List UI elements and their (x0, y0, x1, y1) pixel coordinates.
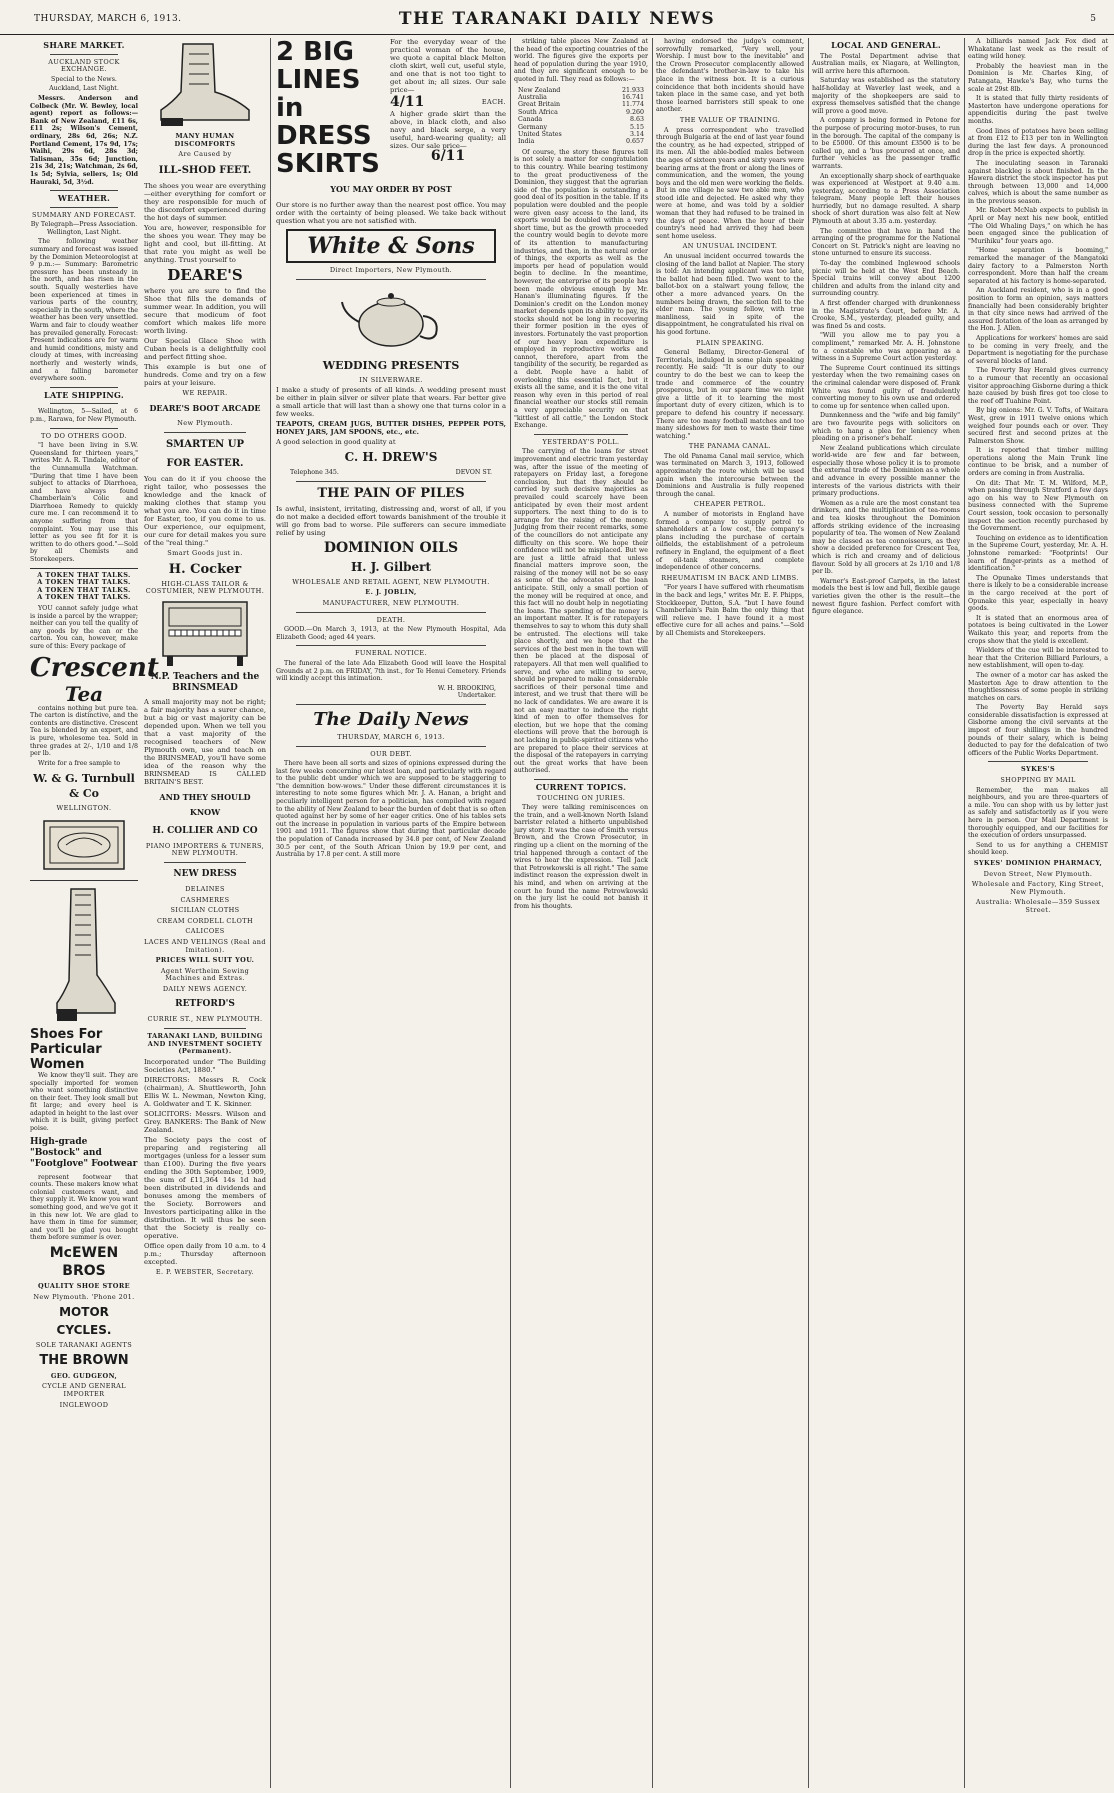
local-item: "Will you allow me to pay you a compliment," remarked Mr. A. H. Johnstone to a constable who was appearing as a witness in a Supreme Court action yesterday. (812, 332, 960, 363)
weather-report: The following weather summary and forecast was issued by the Dominion Meteorologist at 9 p.m.:— Summary: Barometric pressure has been unsteady in the north, and has risen in the south. Squally westerlies have been experienced at times in various parts of the country, especially in the south, where the weather has been very unsettled. Warm and fair to cloudy weather has prevailed generally. Forecast: Present indications are for warm and humid conditions, misty and cloudy at times, with increasing northerly and westerly winds, and a falling barometer everywhere soon. (30, 238, 138, 383)
dominion-oils: DOMINION OILS (323, 539, 459, 556)
divider (296, 645, 486, 646)
weather-heading: WEATHER. (57, 193, 111, 204)
local-item: Saturday was established as the statutory half-holiday at Waverley last week, and a majority of the shopkeepers are said to express themselves satisfied that the change will prove a good move. (812, 77, 960, 115)
for-easter-heading: FOR EASTER. (166, 457, 244, 469)
local-item: A first offender charged with drunkenness in the Magistrate's Court, before Mr. A. Crooke, S.M., yesterday, pleaded guilty, and was fined 5s and costs. (812, 300, 960, 330)
training-text: A press correspondent who travelled through Bulgaria at the end of last year found the country, as he had expected, stripped of its men. All the able-bodied males between the ages of sixteen years and sixty years were bearing arms at the front or along the lines of communication, and the women, the young boys and the old men were working the fields. But in one village he saw two able men, who stood idle and dejected. He asked why they were at home, and was told by a soldier woman that they had refused to be trained in the days of peace. When the hour of their country's need had arrived they had been sent home useless. (656, 126, 804, 240)
sykes-australia: Australia: Wholesale—359 Sussex Street. (975, 898, 1101, 914)
gudgeon-name: GEO. GUDGEON, (50, 1371, 118, 1380)
incorporated: Incorporated under "The Building Societies Act, 1880." (144, 1057, 266, 1074)
brinsmead-text: A small majority may not be right; a fair majority has a surer chance, but a big or vast majority can be depended upon. When we tell you that a vast majority of the recognised teachers of New Plymouth own, use and teach on the BRINSMEAD, you'll have some idea of the reason why the BRINSMEAD IS CALLED BRITAIN'S BEST. (144, 697, 266, 786)
cocker-subtitle: HIGH-CLASS TAILOR & COSTUMIER, NEW PLYMOUTH. (145, 579, 265, 596)
local-item: Dunnkenness and the "wife and big family" are two favourite pegs with solicitors on which to hang a plea for leniency when pleading on a prisoner's behalf. (812, 412, 960, 443)
smart-goods: Smart Goods just in. (167, 548, 243, 557)
dress-item: DELAINES (185, 884, 225, 893)
value-cell: 0.657 (625, 138, 644, 146)
poll-heading: YESTERDAY'S POLL. (542, 437, 620, 446)
joblin-subtitle: MANUFACTURER, NEW PLYMOUTH. (322, 598, 460, 607)
local-item: "Home separation is booming," remarked the manager of the Mangatoki dairy factory to a Palmerston North correspondent. More than half the cream separated at his factory is home-separated. (968, 247, 1108, 285)
value-cell: 5.15 (629, 123, 644, 131)
local-item: The inoculating season in Taranaki against blackleg is about finished. In the Hawera district the stock inspector has put through between 13,000 and 14,000 calves, which is about the same number as in the previous season. (968, 159, 1108, 205)
deare-text-4: Our Special Glace Shoe with Cuban heels is a delightfully cool and perfect fitting shoe. (144, 336, 266, 361)
masthead (0, 0, 1114, 35)
death-notice: GOOD.—On March 3, 1913, at the New Plymouth Hospital, Ada Elizabeth Good; aged 44 years. (276, 626, 506, 641)
direct-importers: Direct Importers, New Plymouth. (329, 266, 453, 274)
value-cell: 8.63 (629, 116, 644, 124)
rheumatism-heading: RHEUMATISM IN BACK AND LIMBS. (661, 573, 799, 582)
juries-heading: TOUCHING ON JURIES. (536, 793, 626, 802)
juries-continued: having endorsed the judge's comment, sorrowfully remarked, "Very well, your Worship. I must bow to the inevitable" and the Crown Prosecutor complacently allowed the defendant's brother-in-law to take his place in the witness box. It is a curious coincidence that both incidents should have taken place in the same case, and yet both those learned barristers still speak to one another. (656, 38, 804, 114)
divider (50, 54, 118, 55)
collier-subtitle: PIANO IMPORTERS & TUNERS, NEW PLYMOUTH. (145, 841, 265, 858)
column-rule (510, 38, 511, 1788)
drews-name: C. H. DREW'S (344, 450, 438, 465)
office-hours: Office open daily from 10 a.m. to 4 p.m.; Thursday afternoon excepted. (144, 1241, 266, 1266)
token-line: A TOKEN THAT TALKS. (37, 585, 131, 594)
column-1 (30, 38, 159, 1788)
divider (296, 612, 486, 613)
collier-name: H. COLLIER AND CO (152, 825, 258, 836)
dress-item: SICILIAN CLOTHS (170, 906, 240, 915)
high-grade-text: represent footwear that counts. These makers know what colonial customers want, and they supply it. We know you want something good, and we've got it in this new lot. We are glad to have them in time for summer, and you'll be glad you bought them before summer is over. (30, 1173, 138, 1242)
divider (296, 481, 486, 482)
our-debt-heading: OUR DEBT. (370, 749, 412, 758)
good-selection: A good selection in good quality at (276, 438, 396, 447)
the-brown: THE BROWN (39, 1352, 129, 1368)
quality-shoe-store: QUALITY SHOE STORE (38, 1282, 130, 1290)
dateline: Auckland, Last Night. (49, 85, 119, 93)
token-ad (30, 568, 159, 881)
local-item: An Auckland resident, who is in a good position to form an opinion, says matters financially had been considerably brighter in that city since news had arrived of the assured flotation of the loan as arranged by the Hon. J. Allen. (968, 287, 1108, 333)
plain-speaking-text: General Bellamy, Director-General of Territorials, indulged in some plain speaking recently. He said: "It is our duty to our country to do the best we can to keep the trade and commerce of the country prosperous, but in our spare time we might give a little of it to learning the most important duty of every citizen, which is to prepare to defend his country if necessary. There are too many football matches and too many sideshows for men to waste their time watching." (656, 349, 804, 440)
local-item: It is stated that fully thirty residents of Masterton have undergone operations for appendicitis during the past twelve months. (968, 95, 1108, 125)
unusual-incident-heading: AN UNUSUAL INCIDENT. (682, 242, 778, 251)
table-row (514, 87, 648, 94)
in-silverware: IN SILVERWARE. (359, 375, 423, 384)
newspaper-title: THE TARANAKI DAILY NEWS (398, 9, 716, 29)
whites-logo: White & Sons (286, 229, 496, 263)
daily-news-logo: The Daily News (313, 708, 469, 730)
sykes-subheading: SHOPPING BY MAIL (1000, 776, 1076, 785)
plain-speaking-heading: PLAIN SPEAKING. (695, 338, 765, 347)
dress-item: CREAM CORDELL CLOTH (156, 916, 254, 925)
to-do-others-good-text: "I have been living in S.W. Queensland for thirteen years," writes Mr. A. R. Tindale, editor of the Cunnamulla Watchman. "During that time I have been subject to attacks of Diarrhoea, and have always found Chamberlain's Colic and Diarrhoea Remedy to quickly cure me. I can recommend it to anyone suffering from that complaint. You may use this letter as you see fit for it is written to do others good."—Sold by all Chemists and Storekeepers. (30, 442, 138, 564)
divider (296, 704, 486, 705)
new-dress-heading: NEW DRESS (173, 868, 237, 879)
column-3 (514, 38, 648, 1788)
teapot-illustration (336, 284, 446, 354)
free-sample: Write for a free sample to (38, 759, 121, 767)
daily-news-agency: DAILY NEWS AGENCY. (162, 984, 248, 993)
society-text: The Society pays the cost of preparing and registering all mortgages (unless for a lesser sum than £100). During the five years ending the 30th September, 1909, the sum of £11,364 14s 1d had been distributed in dividends and bonuses among the members of the Society. Borrowers and Investors participating alike in the distribution. It will thus be seen that the Society is really co-operative. (144, 1135, 266, 1240)
tea-packet-illustration (36, 815, 132, 875)
gilbert-name: H. J. Gilbert (350, 559, 432, 574)
daily-news-date: THURSDAY, MARCH 6, 1913. (337, 732, 445, 741)
token-line: A TOKEN THAT TALKS. (37, 578, 131, 587)
value-cell: 3.14 (629, 131, 644, 138)
unusual-incident-text: An unusual incident occurred towards the closing of the land ballot at Napier. The story is told: An intending applicant was too late, the ballot had been filled. Two went to the ballot-box on a stalwart young fellow, the other a more advanced years. On the numbers being drawn, the section fell to the elder man. The young fellow, with true manliness, said in spite of the disappointment, he congratulated his rival on his good fortune. (656, 253, 804, 336)
local-item: Warner's East-proof Carpets, in the latest models the best is low and full, flexible gauge varieties given the other is the result—the newest figure fashion. Perfect comfort with figure elegance. (812, 577, 960, 616)
column-4 (656, 38, 804, 1788)
mcewen-name: McEWEN BROS (49, 1245, 119, 1279)
current-topics-heading: CURRENT TOPICS. (535, 781, 627, 792)
crescent-tea-logo: Tea (64, 681, 104, 706)
gilbert-subtitle: WHOLESALE AND RETAIL AGENT, NEW PLYMOUTH. (292, 577, 490, 586)
editorial-continued: Of course, the story these figures tell is not solely a matter for congratulation to this country. While bearing testimony to the great productiveness of the Dominion, they suggest that the agrarian side of the population is outstanding a good deal of its position in the table. If its population were doubled and the people were given easy access to the land, its exports would be doubled within a very short time, but as the growth proceeded the country would begin to devote more of its attention to manufacturing industries, and then, in the natural order of things, the exports as well as the imports per head of population would begin to decline. In the meantime, however, the enterprise of its people has been made obvious enough by Mr. Hanan's illuminating figures. If the Dominion's credit on the London money market depends upon its ability to pay, its stocks should not be long in recovering their former position in the eyes of investors. Fortunately the vast proportion of our heavy loan expenditure is employed in reproductive works and cannot, therefore, apart from the tangibility of the security, be regarded as a debt. People have a habit of overlooking this essential fact, but it exists all the same, and it is the one vital reason why even in this period of real financial weather our stocks still remain a very appreciable security on that "kittlest of all cattle," the London Stock Exchange. (514, 148, 648, 430)
building-society-heading: TARANAKI LAND, BUILDING AND INVESTMENT SOCIETY (Permanent). (147, 1032, 263, 1056)
local-item: Wielders of the cue will be interested to hear that the Criterion Billiard Parlours, a new establishment, will open to-day. (968, 647, 1108, 670)
local-item: Women as a rule are the most constant tea drinkers, and the multiplication of tea-rooms and tea kiosks throughout the Dominion affords striking evidence of the increasing popularity of tea. The women of New Zealand may be classed as tea connoisseurs, as they show a decided preference for Crescent Tea, which is rich and creamy and of delicious flavour. Sold by all grocers at 2s 1/10 and 1/8 per lb. (812, 499, 960, 576)
page-number: 5 (1090, 14, 1096, 24)
mens-boot-illustration (155, 40, 255, 130)
local-item: The Poverty Bay Herald says considerable dissatisfaction is expressed at Gisborne among the civil servants at the impost of four shillings in the hundred pounds of their salary, which is being deducted to pay for the defalcation of two officers of the Public Works Department. (968, 704, 1108, 757)
country-cell: Germany (518, 123, 548, 131)
divider (534, 779, 628, 780)
weather-subheading: SUMMARY AND FORECAST. (31, 210, 137, 219)
joblin-name: E. J. JOBLIN, (365, 588, 417, 597)
solicitors: SOLICITORS: Messrs. Wilson and Grey. BANKERS: The Bank of New Zealand. (144, 1109, 266, 1134)
local-item: The committee that have in hand the arranging of the programme for the National Concert on St. Patrick's night are leaving no stone unturned to ensure its success. (812, 227, 960, 258)
high-grade-heading: High-grade "Bostock" and "Footglove" Footwear (30, 1136, 138, 1169)
country-cell: India (518, 138, 535, 146)
to-do-others-good-heading: TO DO OTHERS GOOD. (41, 431, 127, 440)
skirt-text-2: A higher grade skirt than the above, in black cloth, and also navy and black serge, a very useful, hard-wearing quality; all sizes. Our sale price— (390, 109, 506, 150)
mcewen-phone: New Plymouth. 'Phone 201. (33, 1292, 135, 1301)
divider (534, 434, 628, 435)
table-row (514, 138, 648, 145)
country-cell: South Africa (518, 108, 558, 116)
drew-street: DEVON ST. (455, 469, 492, 477)
exports-intro: striking table places New Zealand at the head of the exporting countries of the world. The figures give the exports per head of population during the year 1910, and they are significant enough to be quoted in full. They read as follows:— (514, 38, 648, 83)
smarten-up-heading: SMARTEN UP (165, 438, 245, 450)
special-note: Special to the News. (51, 75, 117, 83)
late-shipping-heading: LATE SHIPPING. (44, 389, 124, 400)
juries-text: They were talking reminiscences on the train, and a well-known North Island barrister related a hitherto unpublished jury story. It was the case of Smith versus Brown, and the Crown Prosecutor, in ringing up a client on the morning of the trial happened through a contact of the wires to hear the expression. "Tell Jack that Petrowkowski is all right." The same indistinct reason the expression dwelt in his mind, and when on arriving at the court he found the name Petrowkowski on the jury list he could not banish it from his thoughts. (514, 804, 648, 910)
deare-text-2: You are, however, responsible for the shoes you wear. They may be light and cool, but ill-fitting. At that rate you might as well be anything. Trust yourself to (144, 223, 266, 264)
column-rule (652, 38, 653, 1788)
weather-dateline: By Telegraph—Press Association. Wellington, Last Night. (30, 221, 138, 236)
motor-cycles-heading: MOTOR CYCLES. (56, 1305, 112, 1338)
token-line: A TOKEN THAT TALKS. (37, 593, 131, 602)
piles-text: Is awful, insistent, irritating, distressing and, worst of all, if you do not make a decided effort towards banishment of the trouble it will go from bad to worse. Pile sufferers can secure immediate relief by using (276, 504, 506, 537)
caused-by: Are Caused by (178, 150, 232, 159)
local-item: An exceptionally sharp shock of earthquake was experienced at Westport at 9.40 a.m. yesterday, according to a Press Association telegram. Many people left their houses hurriedly, but no damage resulted. A sharp shock of short duration was also felt at New Plymouth at about 3.35 a.m. yesterday. (812, 172, 960, 226)
local-item: It is stated that an enormous area of potatoes is being cultivated in the Lower Waikato this year, and reports from the crops show that the yield is excellent. (968, 614, 1108, 645)
divider (50, 190, 118, 191)
divider (296, 279, 486, 280)
value-cell: 11.774 (621, 101, 644, 109)
divider (296, 746, 486, 747)
discomforts-heading: MANY HUMAN DISCOMFORTS (174, 132, 236, 148)
value-cell: 21.933 (621, 86, 644, 94)
retfords-name: RETFORD'S (175, 999, 235, 1010)
sykes-text: Remember, the man makes all neighbours, and you are three-quarters of a mile. You can shop with us by letter just as safely and satisfactorily as if you were here in person. Our Mail Department is thoroughly equipped, and our facilities for the execution of orders unsurpassed. (968, 786, 1108, 840)
deare-location: New Plymouth. (177, 419, 233, 428)
teachers-brinsmead: N.P. Teachers and the BRINSMEAD (150, 671, 260, 693)
petrol-heading: CHEAPER PETROL. (693, 500, 767, 509)
token-text: YOU cannot safely judge what is inside a parcel by the wrapper; neither can you tell the quality of any goods by the can or the carton. You can, however, make sure of this: Every package of (30, 605, 138, 650)
undertaker-label: Undertaker. (457, 692, 496, 700)
column-rule (808, 38, 809, 1788)
ill-shod-feet: ILL-SHOD FEET. (158, 164, 252, 176)
rheumatism-text: "For years I have suffered with rheumatism in the back and legs," writes Mr. E. F. Phipps, Stockkeeper, Dutton, S.A. "but I have found Chamberlain's Pain Balm the only thing that will relieve me. I have found it a most effective cure for all aches and pains."—Sold by all Chemists and Storekeepers. (656, 584, 804, 637)
sykes-wholesale: Wholesale and Factory, King Street, New Plymouth. (971, 880, 1105, 896)
two-big: 2 BIG (276, 37, 354, 67)
retford-address: CURRIE ST., NEW PLYMOUTH. (147, 1015, 263, 1024)
dress-item: CASHMERES (180, 895, 230, 904)
skirts-word: SKIRTS (276, 149, 380, 179)
sole-agents: SOLE TARANAKI AGENTS (35, 1341, 133, 1350)
local-item: A billiards named Jack Fox died at Whakatane last week as the result of eating wild honey. (968, 38, 1108, 61)
divider (164, 862, 246, 863)
deares-name: DEARE'S (167, 265, 243, 284)
divider (164, 432, 246, 433)
each-label: EACH. (481, 98, 506, 106)
skirt-text-1: For the everyday wear of the practical woman of the house, we quote a capital black Melton cloth skirt, well cut, useful style, and one that is not too tight to get about in; all sizes. Our sale price— (390, 38, 506, 94)
table-row (514, 101, 648, 108)
local-item: Mr. Robert McNab expects to publish in April or May next his new book, entitled "The Old Whaling Days," on which he has been engaged since the publication of "Murihiku" four years ago. (968, 207, 1108, 245)
divider (50, 207, 118, 208)
shoes-ad-text: We know they'll suit. They are specially imported for women who want something distinctive on their feet. They look small but fit large; and every heel is adapted in height to the last over which it is built, giving perfect poise. (30, 1071, 138, 1133)
local-item: The Supreme Court continued its sittings yesterday when the two remaining cases on the criminal calendar were disposed of. Frank White was found guilty of fraudulently converting money to his own use and ordered to come up for sentence when called upon. (812, 364, 960, 410)
cocker-name: H. Cocker (168, 561, 242, 577)
local-item: Applications for workers' homes are said to be coming in very freely, and the Department is negotiating for the purchase of several blocks of land. (968, 334, 1108, 365)
country-cell: Australia (518, 93, 547, 101)
panama-text: The old Panama Canal mail service, which was terminated on March 3, 1913, followed approximately the route which will be used again when the intercourse between the Dominions and Australia is fully reopened through the canal. (656, 452, 804, 498)
column-rule (964, 38, 965, 1788)
share-report: Messrs. Anderson and Colbeck (Mr. W. Bewley, local agent) report as follows:—Bank of New Zealand, £11 6s, £11 2s; Wilson's Cement, ordinary, 28s 6d, 26s; N.Z. Portland Cement, 17s 9d, 17s; Waihi, 29s 6d, 28s 3d; Talisman, 35s 6d; Junction, 21s 3d, 21s; Watchman, 2s 6d, 1s 5d; Sylvia, sellers, 1s; Old Hauraki, 5d, 3½d. (30, 94, 138, 186)
petrol-text: A number of motorists in England have formed a company to supply petrol to shareholders at a low cost, the company's plans including the purchase of certain oilfields, the establishment of a petroleum refinery in England, the equipment of a fleet of oil-tank steamers, and complete independence of other concerns. (656, 511, 804, 572)
local-item: To-day the combined Inglewood schools picnic will be held at the West End Beach. Special trains will convey about 1200 children and adults from the inland city and surrounding country. (812, 260, 960, 298)
wertheim-agent: Agent Wertheim Sewing Machines and Extras. (160, 966, 250, 983)
undertaker-name: W. H. BROOKING, (437, 684, 496, 692)
dress-item: LACES AND VEILINGS (Real and Imitation). (144, 937, 266, 954)
country-cell: United States (518, 131, 562, 138)
country-cell: New Zealand (518, 86, 561, 94)
issue-date: THURSDAY, MARCH 6, 1913. (34, 14, 182, 24)
local-item: It is reported that timber milling operations along the Main Trunk line continue to be brisk, and a number of orders are coming in from Australia. (968, 447, 1108, 478)
local-item: The Postal Department advise that Australian mails, ex Niagara, at Wellington, will arrive here this afternoon. (812, 52, 960, 75)
local-item: New Zealand publications which circulate world-wide are few and far between, especially those whose policy it is to promote the external trade of the Dominion as a whole and advance in every possible manner the interests of the various districts with their primary productions. (812, 444, 960, 498)
wedding-text: I make a study of presents of all kinds. A wedding present must be either in plain silver or silver plate that wears. Far better give a small article that will last than a showy one that turns color in a few weeks. (276, 386, 506, 419)
divider (50, 428, 118, 429)
table-row (514, 109, 648, 116)
order-by-post-heading: YOU MAY ORDER BY POST (330, 184, 452, 194)
poll-text: The carrying of the loans for street improvement and electric tram yesterday was, after the issue of the meeting of ratepayers on Friday last, a foregone conclusion, but that they should be carried by such decisive majorities as prevailed could scarcely have been anticipated by even their most ardent supporters. The next thing to do is to arrange for the raising of the money. Judging from their recent remarks, some of the councillors do not anticipate any difficulty on this score. We hope their confidence will not be misplaced. But we are just a little afraid that unless financial matters improve soon, the raising of the money will not be so easy as some of the advocates of the loan anticipate. Still, only a small portion of the money will be required at once, and this fact will no doubt help in negotiating the loans. The spending of the money is an important matter. It is for ratepayers themselves to say to whom this duty shall be entrusted. The elections will take place shortly, and we hope that the services of the best men in the town will then be placed at the disposal of ratepayers. All that men well qualified to serve, and who are willing to serve, should be prepared to make considerable sacrifices of their personal time and interest, and we trust that there will be no lack of candidates. We are aware it is not an easy matter to induce the right kind of men to offer themselves for election, but we hope that the coming elections will prove that the borough is not lacking in public-spirited citizens who are prepared to place their services at the disposal of the ratepayers in carrying out the great works that have been authorised. (514, 448, 648, 775)
easter-text: You can do it if you choose the right tailor, who possesses the knowledge and the knack of making clothes that stamp you what you are. You can do it in time for Easter, too, if you come to us. Our experience, our equipment, our cure for detail makes you sure of the "real thing." (144, 474, 266, 547)
exports-table (514, 87, 648, 146)
price-1: 4/11 (390, 94, 425, 110)
turnbull-name: W. & G. Turnbull & Co (33, 772, 135, 801)
token-line: A TOKEN THAT TALKS. (37, 570, 131, 579)
divider (50, 387, 118, 388)
country-cell: Canada (518, 116, 543, 124)
share-market-heading: SHARE MARKET. (43, 40, 125, 50)
sykes-address: Devon Street, New Plymouth. (983, 869, 1093, 878)
crescent-logo: Crescent (30, 652, 159, 683)
price-2: 6/11 (430, 147, 466, 164)
we-repair: WE REPAIR. (182, 388, 228, 397)
ladies-boot-illustration (49, 885, 119, 1025)
local-item: The Poverty Bay Herald gives currency to a rumour that recently an occasional visitor approaching Gisborne during a thick haze caused by bush fires got too close to the reef off Tuahine Point. (968, 367, 1108, 405)
they-should-know: AND THEY SHOULD KNOW (159, 791, 251, 817)
auckland-exchange-heading: AUCKLAND STOCK EXCHANGE. (48, 57, 120, 74)
deare-text-3: where you are sure to find the Shoe that fills the demands of summer wear. In addition, you will secure that modicum of foot comfort which makes life more worth living. (144, 286, 266, 335)
crescent-text: contains nothing but pure tea. The carton is distinctive, and the contents are distinctive. Crescent Tea is blended by an expert, and is pure, wholesome tea. Sold in three grades at 2/-, 1/10 and 1/8 per lb. (30, 704, 138, 758)
local-item: Probably the heaviest man in the Dominion is Mr. Charles King, of Patangata, Hawke's Bay, who turns the scale at 29st 8lb. (968, 62, 1108, 93)
value-cell: 16.741 (621, 93, 644, 101)
drew-telephone: Telephone 345. (290, 469, 339, 477)
piano-illustration (155, 598, 255, 668)
local-item: By big onions: Mr. G. V. Tofts, of Waitara West, grew in 1911 twelve onions which weighed four pounds each or over. They secured first and second prizes at the Palmerston Show. (968, 407, 1108, 445)
column-2 (276, 38, 506, 1788)
local-item: Good lines of potatoes have been selling at from £12 to £13 per ton in Wellington during the last few days. A pronounced drop in the price is expected shortly. (968, 127, 1108, 158)
secretary: E. P. WEBSTER, Secretary. (155, 1267, 255, 1276)
deare-text-5: This example is but one of hundreds. Come and try on a few pairs at your leisure. (144, 362, 266, 387)
sykes-send: Send to us for anything a CHEMIST should keep. (968, 841, 1108, 857)
our-debt-text: There have been all sorts and sizes of opinions expressed during the last few weeks concerning our latest loan, and particularly with regard to the public debt under which we are supposed to be staggering to "the demnition bow-wows." Under these different circumstances it is interesting to note some figures which Mr. J. A. Hanan, a bright and peculiarly intelligent person for a politician, has compiled with regard to the ability of New Zealand to bear the burden of debt that is so often quoted against her by some of her eager critics. One of his tables sets out the increase in population in various parts of the Empire between 1901 and 1911. The figures show that during that particular decade the population of Canada increased by 34.8 per cent, of New Zealand 30.5 per cent, of the South African Union by 19.9 per cent, and Australia by 17.8 per cent. A still more (276, 760, 506, 859)
wellington-label: WELLINGTON. (56, 804, 112, 813)
training-heading: THE VALUE OF TRAINING. (679, 115, 781, 124)
table-row (514, 116, 648, 123)
divider (164, 1028, 246, 1029)
value-cell: 9.260 (625, 108, 644, 116)
skirts-ad (276, 38, 506, 178)
local-item: The owner of a motor car has asked the Masterton Age to draw attention to the thoughtlessness of some people in striking matches on cars. (968, 671, 1108, 702)
funeral-heading: FUNERAL NOTICE. (354, 649, 428, 658)
deare-text-1: The shoes you wear are everything—either everything for comfort or they are responsible for much of the discomfort experienced during the hot days of summer. (144, 181, 266, 222)
column-6 (968, 38, 1108, 1788)
column-1b (144, 38, 266, 1788)
dress-item: CALICOES (185, 927, 225, 936)
table-row (514, 124, 648, 131)
local-item: The Opunake Times understands that there is likely to be a considerable increase in the cargo received at the port of Opunake this year, especially in heavy goods. (968, 574, 1108, 613)
panama-heading: THE PANAMA CANAL. (688, 442, 772, 451)
order-by-post-text: Our store is no further away than the nearest post office. You may order with the certainty of being pleased. We take back without question what you are not satisfied with. (276, 201, 506, 225)
cycle-importer: CYCLE AND GENERAL IMPORTER (42, 1382, 126, 1398)
death-heading: DEATH. (376, 615, 406, 624)
sykes-heading: SYKES'S (1020, 765, 1056, 774)
deares-boot-arcade: DEARE'S BOOT ARCADE (149, 403, 261, 414)
divider (50, 403, 118, 404)
shoes-ad-heading: Shoes For Particular Women (30, 1026, 103, 1072)
local-item: On dit: That Mr. T. M. Wilford, M.P., when passing through Stratford a few days ago on his way to New Plymouth on business connected with the Supreme Court session, took occasion to personally inspect the section recently purchased by the Government. (968, 479, 1108, 533)
funeral-notice: The funeral of the late Ada Elizabeth Good will leave the Hospital Grounds at 2 p.m. on FRIDAY, 7th inst., for Te Henui Cemetery. Friends will kindly accept this intimation. (276, 659, 506, 683)
country-cell: Great Britain (518, 101, 561, 109)
divider (988, 761, 1088, 762)
local-item: Touching on evidence as to identification in the Supreme Court, yesterday, Mr. A. H. Johnstone remarked: "Footprints! Our learn of finger-prints as a method of identification." (968, 534, 1108, 573)
inglewood-label: INGLEWOOD (59, 1400, 109, 1409)
silver-items: TEAPOTS, CREAM JUGS, BUTTER DISHES, PEPPER POTS, HONEY JARS, JAM SPOONS, etc., etc. (276, 420, 506, 437)
wedding-presents-heading: WEDDING PRESENTS (322, 358, 460, 372)
shipping-report: Wellington, 5—Sailed, at 6 p.m., Rarawa, for New Plymouth. (30, 408, 138, 423)
local-general-heading: LOCAL AND GENERAL. (831, 40, 941, 50)
directors: DIRECTORS: Messrs R. Cock (chairman), A. Shuttleworth, John Ellis W. L. Newman, Newton King, A. Goldwater and T. K. Skinner. (144, 1075, 266, 1108)
local-item: A company is being formed in Petone for the purpose of procuring motor-buses, to run in the borough. The capital of the company is to be £5000. Of this amount £3500 is to be called up, and a 'bus procured at once, and further vehicles as the passenger traffic warrants. (812, 117, 960, 170)
table-row (514, 94, 648, 101)
column-5 (812, 38, 960, 1788)
dress-word: DRESS (276, 121, 372, 151)
table-row (514, 131, 648, 138)
pain-of-piles-heading: THE PAIN OF PILES (317, 485, 465, 501)
column-rule (270, 38, 271, 1788)
lines-in: LINES in (276, 65, 361, 123)
prices-suit: PRICES WILL SUIT YOU. (155, 956, 255, 965)
sykes-pharmacy: SYKES' DOMINION PHARMACY, (973, 858, 1103, 867)
